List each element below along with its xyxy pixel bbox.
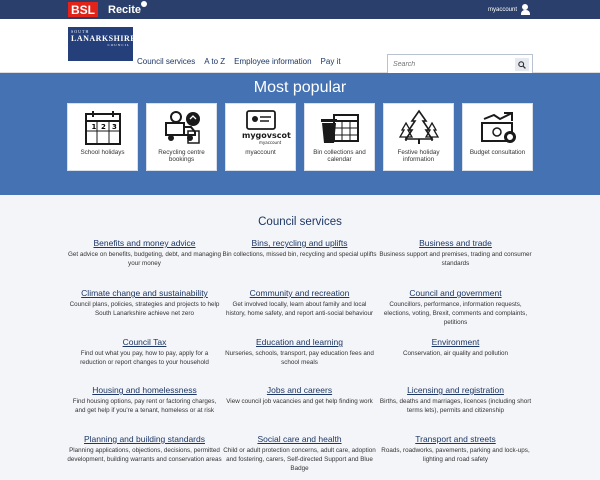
service-link-council-tax[interactable]: Council Tax [122, 337, 167, 347]
top-bar [0, 0, 600, 19]
council-services-section [67, 206, 533, 480]
christmas-trees-icon [399, 109, 439, 147]
service-description: Child or adult protection concerns, adult care, adoption and fostering, carers, Self-directed Support and Blue Badge [223, 447, 376, 473]
service-item [222, 434, 377, 473]
service-item [222, 238, 377, 259]
council-logo[interactable] [68, 27, 137, 61]
recite-dot-icon [141, 1, 147, 7]
service-item [222, 385, 377, 406]
main-nav [137, 57, 341, 66]
service-link-business[interactable]: Business and trade [419, 238, 492, 248]
service-item [67, 434, 222, 464]
bin-calendar-icon [320, 109, 360, 147]
logo-line-2: LANARKSHIRE [71, 34, 137, 43]
tile-budget-consultation[interactable] [462, 103, 533, 171]
service-link-planning[interactable]: Planning and building standards [84, 434, 205, 444]
service-link-council-government[interactable]: Council and government [409, 288, 502, 298]
mygovscot-logo-text: mygovscot [241, 131, 291, 140]
tile-bin-collections[interactable] [304, 103, 375, 171]
tile-label: Recycling centre bookings [158, 149, 205, 164]
service-description: Business support and premises, trading and consumer standards [379, 251, 532, 268]
tile-label: Bin collections and calendar [313, 149, 366, 164]
service-item [222, 288, 377, 318]
service-description: Council plans, policies, strategies and projects to help South Lanarkshire achieve net zero [69, 301, 220, 318]
service-item [67, 238, 222, 268]
nav-a-to-z[interactable]: A to Z [204, 57, 226, 66]
bsl-button[interactable]: BSL [68, 2, 98, 17]
service-link-transport[interactable]: Transport and streets [415, 434, 496, 444]
service-description: Roads, roadworks, pavements, parking and lock-ups, lighting and road safety [381, 447, 530, 464]
service-link-education[interactable]: Education and learning [256, 337, 343, 347]
calendar-icon [83, 109, 123, 147]
search-icon [518, 61, 526, 69]
myaccount-label: myaccount [487, 6, 517, 13]
service-link-social-care[interactable]: Social care and health [257, 434, 342, 444]
nav-employee-information[interactable]: Employee information [234, 57, 312, 66]
search-box [387, 54, 533, 74]
service-link-licensing[interactable]: Licensing and registration [407, 385, 504, 395]
service-item [67, 337, 222, 367]
service-description: View council job vacancies and get help finding work [226, 398, 373, 405]
service-link-bins[interactable]: Bins, recycling and uplifts [251, 238, 348, 248]
nav-pay-it[interactable]: Pay it [320, 57, 341, 66]
service-item [67, 385, 222, 415]
recycling-truck-icon [162, 109, 202, 147]
service-description: Get involved locally, learn about family and local history, home safety, and report anti-social behaviour [225, 301, 374, 318]
logo-line-1: SOUTH [71, 29, 90, 34]
service-link-climate[interactable]: Climate change and sustainability [81, 288, 208, 298]
service-item [222, 337, 377, 367]
tile-label: myaccount [245, 149, 276, 156]
service-description: Bin collections, missed bin, recycling and special uplifts [222, 251, 377, 258]
nav-council-services[interactable]: Council services [137, 57, 196, 66]
recite-label: Recite [108, 3, 142, 16]
service-item [67, 288, 222, 318]
svg-text:1: 1 [91, 123, 96, 131]
tile-myaccount[interactable] [225, 103, 296, 171]
site-header [0, 19, 600, 73]
most-popular-title: Most popular [253, 79, 347, 96]
service-link-environment[interactable]: Environment [431, 337, 480, 347]
service-link-benefits[interactable]: Benefits and money advice [93, 238, 196, 248]
service-item [378, 337, 533, 358]
tile-school-holidays[interactable] [67, 103, 138, 171]
myaccount-link[interactable] [488, 0, 530, 19]
service-item [378, 238, 533, 268]
logo-line-3: COUNCIL [107, 43, 130, 47]
service-link-community[interactable]: Community and recreation [249, 288, 350, 298]
budget-icon [478, 109, 518, 147]
service-link-jobs[interactable]: Jobs and careers [266, 385, 333, 395]
service-link-housing[interactable]: Housing and homelessness [92, 385, 197, 395]
service-description: Find housing options, pay rent or factoring charges, and get help if you're a tenant, homeless or at risk [72, 398, 217, 415]
mygovscot-icon [241, 109, 291, 147]
service-description: Get advice on benefits, budgeting, debt, and managing your money [68, 251, 221, 268]
person-icon [521, 4, 530, 15]
mygovscot-logo-subtext: myaccount [258, 140, 281, 145]
most-popular-section [0, 73, 600, 195]
tile-label: School holidays [80, 149, 125, 156]
tile-label: Festive holiday information [397, 149, 440, 164]
service-item [378, 434, 533, 464]
svg-text:3: 3 [111, 123, 117, 131]
svg-text:2: 2 [100, 123, 106, 131]
service-description: Conservation, air quality and pollution [402, 350, 508, 357]
tile-label: Budget consultation [469, 149, 526, 156]
service-description: Find out what you pay, how to pay, apply for a reduction or report changes to your household [80, 350, 209, 367]
service-item [378, 385, 533, 415]
service-description: Councillors, performance, information requests, elections, voting, Brexit, comments and complaints, petitions [383, 301, 528, 327]
service-item [378, 288, 533, 327]
recite-button[interactable] [108, 4, 141, 16]
tile-recycling-centre[interactable] [146, 103, 217, 171]
search-button[interactable] [515, 58, 529, 71]
service-description: Planning applications, objections, decisions, permitted development, building warrants and conservation areas [67, 447, 222, 464]
service-description: Births, deaths and marriages, licences (including short terms lets), permits and citizenship [379, 398, 532, 415]
search-input[interactable] [388, 61, 508, 68]
tile-festive-holiday[interactable] [383, 103, 454, 171]
council-services-title: Council services [258, 216, 342, 228]
service-description: Nurseries, schools, transport, pay education fees and school meals [225, 350, 374, 367]
